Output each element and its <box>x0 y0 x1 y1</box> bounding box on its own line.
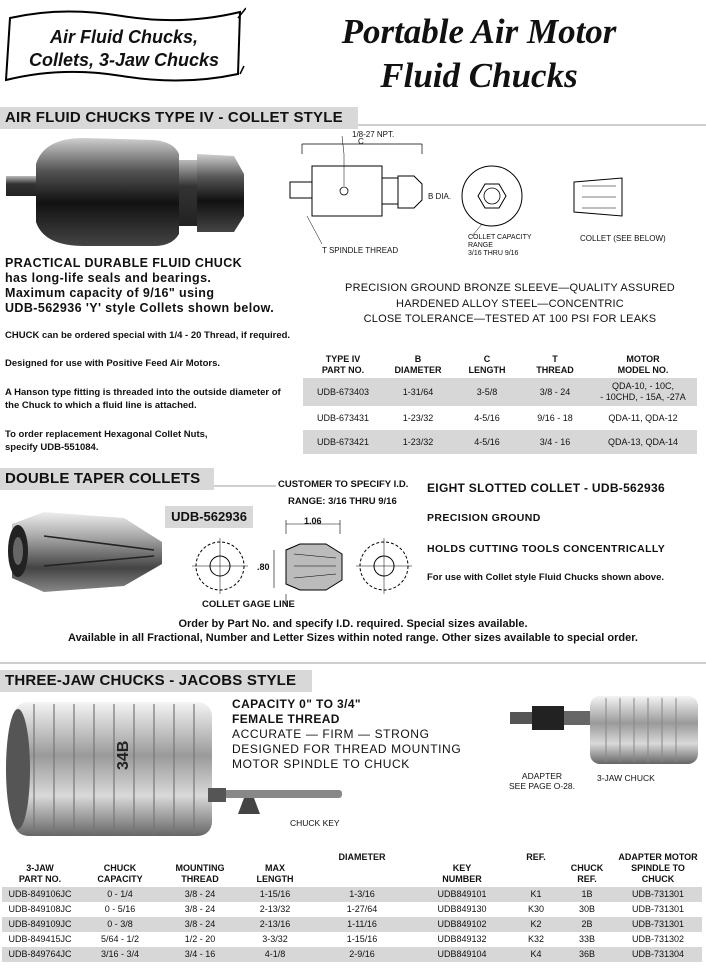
three-jaw-description: ACCURATE — FIRM — STRONG DESIGNED FOR THREAD MOUNTING MOTOR SPINDLE TO CHUCK <box>232 727 462 771</box>
section-heading-three-jaw: THREE-JAW CHUCKS - JACOBS STYLE <box>0 670 312 692</box>
category-banner <box>2 4 246 82</box>
collet-see-below-label: COLLET (SEE BELOW) <box>580 234 666 243</box>
col-header: ADAPTER MOTOR SPINDLE TO CHUCK <box>618 852 698 884</box>
col-header: C LENGTH <box>468 354 506 375</box>
intro-line-2: has long-life seals and bearings. <box>5 271 212 285</box>
three-jaw-chuck-label: 3-JAW CHUCK <box>597 773 655 783</box>
table-row: UDB-673431 1-23/32 4-5/16 9/16 - 18 QDA-11, QDA-12 <box>316 412 678 423</box>
dimension-length: 1.06 <box>304 516 322 526</box>
collet-title: EIGHT SLOTTED COLLET - UDB-562936 <box>427 481 665 495</box>
adapter-photo <box>508 702 592 734</box>
fluid-chuck-intro <box>5 256 305 316</box>
collet-gage-line-label: COLLET GAGE LINE <box>202 599 295 610</box>
col-header: MAX LENGTH <box>256 863 294 884</box>
capacity-heading: CAPACITY 0" TO 3/4" FEMALE THREAD <box>232 697 362 726</box>
note-thread-special: CHUCK can be ordered special with 1/4 - 20 Thread, if required. <box>5 330 291 341</box>
intro-line-3: Maximum capacity of 9/16" using <box>5 286 215 300</box>
feature-list <box>320 281 700 328</box>
col-header: REF. <box>526 852 546 862</box>
col-header: TYPE IV PART NO. <box>321 354 365 375</box>
adapter-label: ADAPTER SEE PAGE O-28. <box>509 771 575 791</box>
feature-3: CLOSE TOLERANCE—TESTED AT 100 PSI FOR LEAKS <box>363 313 657 325</box>
three-jaw-chuck-small-photo <box>586 692 700 768</box>
fluid-chuck-table <box>303 352 697 454</box>
table-row: UDB-849109JC 0 - 3/8 3/8 - 24 2-13/16 1-11/16 UDB849102 K2 2B UDB-731301 <box>2 917 702 932</box>
col-header: MOUNTING THREAD <box>175 863 225 884</box>
intro-line-4: UDB-562936 'Y' style Collets shown below. <box>5 301 275 315</box>
npt-label: 1/8-27 NPT. <box>352 130 395 139</box>
section-heading-collet-style: AIR FLUID CHUCKS TYPE IV - COLLET STYLE <box>0 107 358 129</box>
note-collet-nuts: To order replacement Hexagonal Collet Nuts, specify UDB-551084. <box>5 429 208 453</box>
page-title <box>252 10 706 98</box>
fluid-chuck-photo <box>4 134 254 252</box>
chuck-key-photo <box>204 780 344 820</box>
col-header: CHUCK REF. <box>570 863 604 884</box>
table-header <box>2 850 702 887</box>
order-note-1: Order by Part No. and specify I.D. required. Special sizes available. <box>178 618 528 630</box>
diameter-b-label: B DIA. <box>428 192 452 201</box>
three-jaw-chuck-photo <box>4 696 212 846</box>
fluid-chuck-technical-drawing <box>282 124 704 264</box>
title-line-2: Fluid Chucks <box>380 56 578 95</box>
collet-range-label: RANGE: 3/16 THRU 9/16 <box>288 496 397 507</box>
table-row: UDB-849415JC 5/64 - 1/2 1/2 - 20 3-3/32 1-15/16 UDB849132 K32 33B UDB-731302 <box>8 934 685 944</box>
collet-capacity-label: COLLET CAPACITY RANGE 3/16 THRU 9/16 <box>468 234 532 257</box>
note-hanson-fitting: A Hanson type fitting is threaded into the outside diameter of the Chuck to which a fluid line is attached. <box>5 387 281 411</box>
col-header: DIAMETER <box>338 852 386 862</box>
table-row: UDB-849764JC 3/16 - 3/4 3/4 - 16 4-1/8 2-9/16 UDB849104 K4 36B UDB-731304 <box>2 947 702 962</box>
three-jaw-chuck-table <box>2 850 702 962</box>
dimension-diameter: .80 <box>257 562 270 572</box>
collet-photo <box>4 506 164 596</box>
section-divider <box>0 662 706 664</box>
table-row: UDB-673421 1-23/32 4-5/16 3/4 - 16 QDA-13, QDA-14 <box>303 430 697 454</box>
section-divider <box>214 485 276 487</box>
collet-feature-2: HOLDS CUTTING TOOLS CONCENTRICALLY <box>427 543 666 555</box>
length-c-label: C <box>358 137 364 146</box>
intro-line-1: PRACTICAL DURABLE FLUID CHUCK <box>5 256 243 270</box>
collet-usage-note: For use with Collet style Fluid Chucks shown above. <box>427 572 665 583</box>
col-header: KEY NUMBER <box>442 863 482 884</box>
chuck-key-label: CHUCK KEY <box>290 818 340 828</box>
spindle-thread-label: T SPINDLE THREAD <box>322 246 399 255</box>
section-heading-double-taper: DOUBLE TAPER COLLETS <box>0 468 214 490</box>
col-header: CHUCK CAPACITY <box>97 863 143 884</box>
col-header: B DIAMETER <box>394 354 442 375</box>
note-positive-feed: Designed for use with Positive Feed Air Motors. <box>5 358 221 369</box>
banner-line-2: Collets, 3-Jaw Chucks <box>28 50 220 70</box>
table-row: UDB-673403 1-31/64 3-5/8 3/8 - 24 QDA-10, - 10C, - 10CHD, - 15A, -27A <box>303 378 697 406</box>
table-header <box>303 352 697 378</box>
customer-specify-label: CUSTOMER TO SPECIFY I.D. <box>278 479 409 490</box>
title-line-1: Portable Air Motor <box>341 12 617 51</box>
chuck-marking: 34B <box>115 740 132 770</box>
col-header: 3-JAW PART NO. <box>18 863 62 884</box>
feature-2: HARDENED ALLOY STEEL—CONCENTRIC <box>396 297 624 310</box>
table-row: UDB-849108JC 0 - 5/16 3/8 - 24 2-13/32 1-27/64 UDB849130 K30 30B UDB-731301 <box>8 904 685 914</box>
col-header: T THREAD <box>536 354 574 375</box>
order-note-2: Available in all Fractional, Number and Letter Sizes within noted range. Other sizes available to special order. <box>68 632 638 644</box>
collet-part-label: UDB-562936 <box>165 506 253 528</box>
col-header: MOTOR MODEL NO. <box>617 354 669 375</box>
table-row: UDB-849106JC 0 - 1/4 3/8 - 24 1-15/16 1-3/16 UDB849101 K1 1B UDB-731301 <box>2 887 702 902</box>
collet-feature-1: PRECISION GROUND <box>427 512 541 524</box>
banner-line-1: Air Fluid Chucks, <box>49 27 199 47</box>
feature-1: PRECISION GROUND BRONZE SLEEVE—QUALITY ASSURED <box>345 282 675 294</box>
